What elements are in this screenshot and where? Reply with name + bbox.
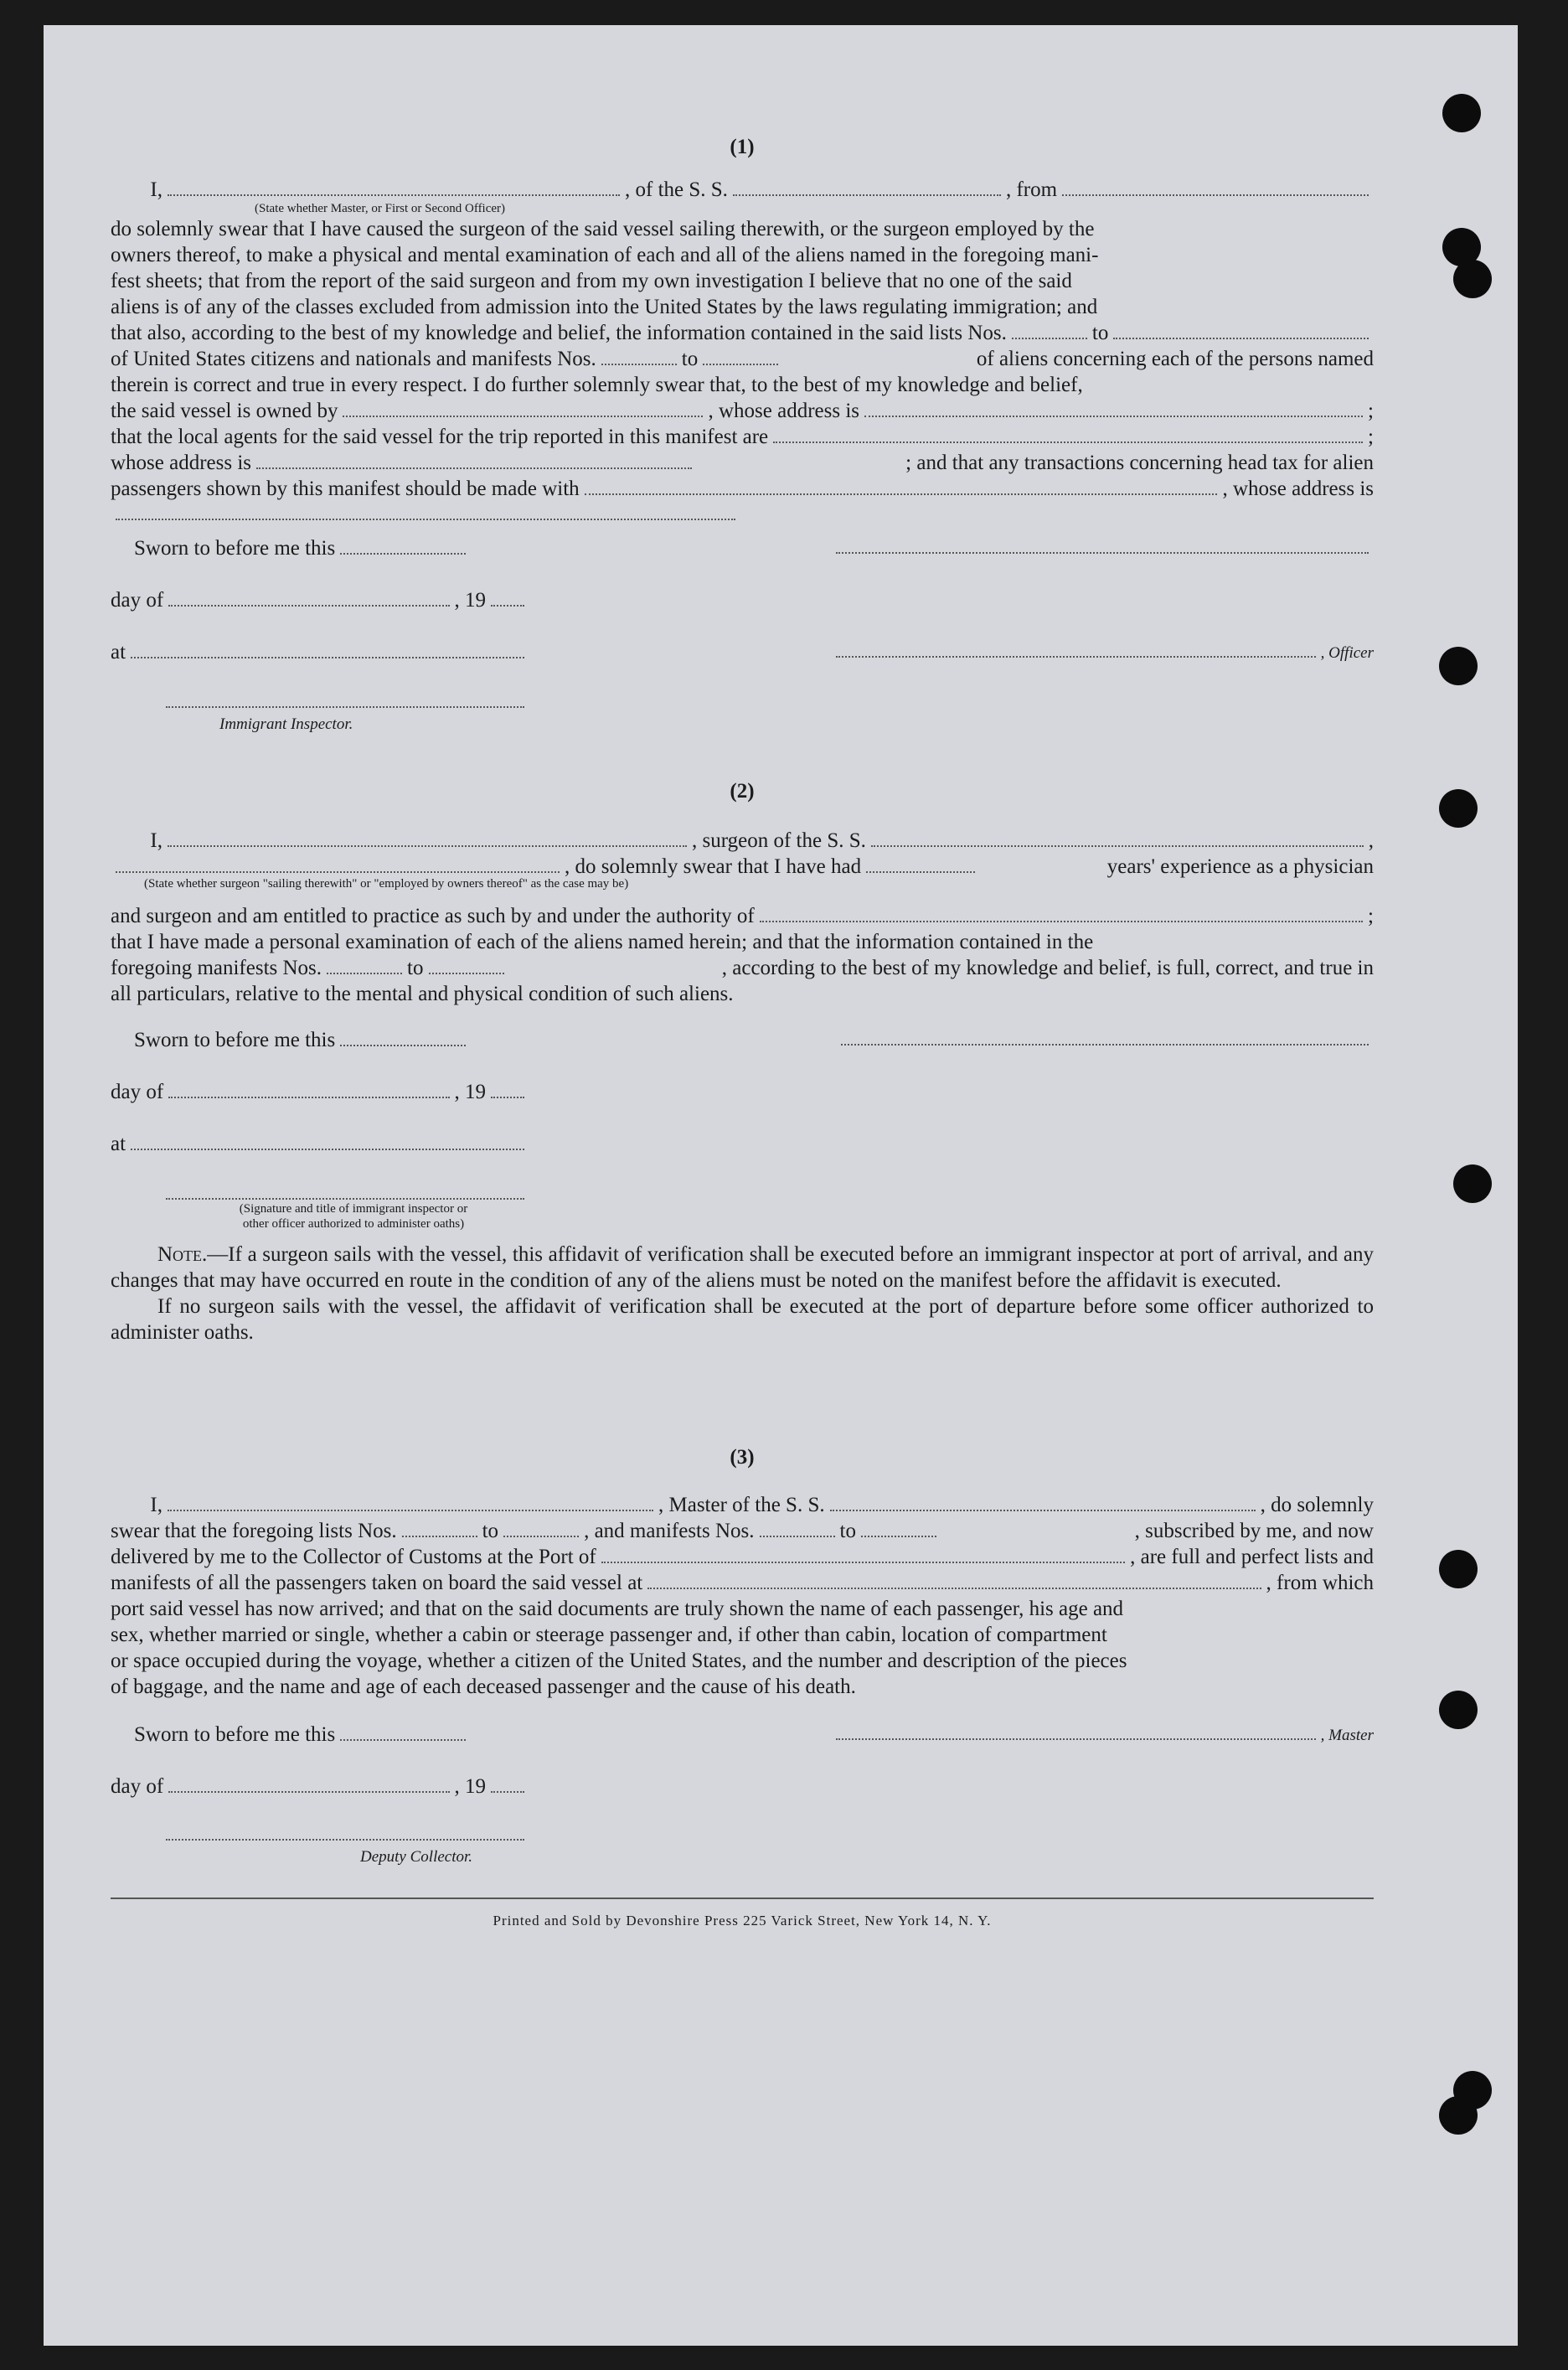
section-2-line-6: all particulars, relative to the mental and physical condition of such aliens. (111, 983, 734, 1005)
section-3-line-5: port said vessel has now arrived; and that on the said documents are truly shown the name of each passenger, his age and (111, 1598, 1124, 1620)
section-2-line-4: that I have made a personal examination of each of the aliens named herein; and that the information contained in the (111, 931, 1094, 953)
surgeon-sworn-place-field[interactable] (131, 1132, 524, 1150)
note-block (111, 1242, 1374, 1345)
authorized-officer-caption-2: other officer authorized to administer oaths) (242, 1217, 465, 1231)
section-3-line-3: delivered by me to the Collector of Customs at the Port of , are full and perfect lists and (111, 1546, 1374, 1568)
agents-address-field[interactable] (256, 451, 692, 469)
authorized-officer-signature-line[interactable] (166, 1181, 524, 1200)
master-sworn-year-field[interactable] (491, 1774, 524, 1793)
head-tax-contact-field[interactable] (585, 477, 1218, 495)
arrival-port-field[interactable] (601, 1545, 1125, 1563)
departure-port-field[interactable] (1062, 178, 1369, 196)
section-1-line-5: aliens is of any of the classes excluded from admission into the United States by the laws regulating immigration; and (111, 296, 1098, 318)
head-tax-address-field[interactable] (116, 502, 735, 520)
master-vessel-field[interactable] (830, 1493, 1256, 1511)
section-1-line-8: therein is correct and true in every respect. I do further solemnly swear that, to the best of my knowledge and belief, (111, 374, 1083, 396)
section-1-line-3: owners thereof, to make a physical and mental examination of each and all of the aliens named in the foregoing mani- (111, 244, 1099, 266)
section-1-line-9: the said vessel is owned by , whose address is ; (111, 400, 1374, 422)
sworn-year-field[interactable] (491, 588, 524, 607)
section-3-line-1: I, , Master of the S. S. , do solemnly (150, 1494, 1374, 1516)
years-experience-field[interactable] (866, 855, 975, 873)
affidavit-form (111, 134, 1374, 1934)
section-1-jurat: Sworn to before me this day of , 19 at , Officer Immigrant Inspector. (111, 535, 1374, 745)
sworn-month-field[interactable] (168, 588, 449, 607)
section-2-line-2: , do solemnly swear that I have had years' experience as a physician (111, 854, 1374, 880)
sworn-place-field[interactable] (131, 640, 524, 658)
section-3-jurat: Sworn to before me this , Master day of , 19 Deputy Collector. (111, 1722, 1374, 1881)
master-manifests-from-field[interactable] (760, 1519, 835, 1537)
lists-to-field[interactable] (1113, 321, 1369, 339)
surgeon-manifests-to-field[interactable] (429, 956, 504, 974)
section-2-number: (2) (730, 780, 755, 803)
master-manifests-to-field[interactable] (861, 1519, 936, 1537)
surgeon-status-field[interactable] (116, 855, 560, 873)
section-2-line-3: and surgeon and am entitled to practice as such by and under the authority of ; (111, 905, 1374, 927)
section-2-line-1: I, , surgeon of the S. S. , (150, 829, 1374, 852)
inspector-signature-line[interactable] (166, 689, 524, 708)
surgeon-sworn-day-field[interactable] (340, 1028, 466, 1046)
authorized-officer-caption-1: (Signature and title of immigrant inspector or (239, 1202, 468, 1216)
master-lists-from-field[interactable] (402, 1519, 477, 1537)
surgeon-sworn-year-field[interactable] (491, 1080, 524, 1098)
master-name-field[interactable] (168, 1493, 653, 1511)
section-1-signature-line[interactable] (836, 535, 1369, 554)
section-1-line-11: whose address is ; and that any transactions concerning head tax for alien (111, 452, 1374, 474)
section-3-line-2: swear that the foregoing lists Nos. to , and manifests Nos. to , subscribed by me, and now (111, 1520, 1374, 1542)
sworn-day-field[interactable] (340, 536, 466, 555)
section-1-line-4: fest sheets; that from the report of the said surgeon and from my own investigation I believe that no one of the said (111, 270, 1072, 292)
local-agents-field[interactable] (773, 425, 1363, 443)
officer-signature-line[interactable] (836, 639, 1316, 658)
note-paragraph-2: If no surgeon sails with the vessel, the affidavit of verification shall be executed at the port of departure before some officer authorized to administer oaths. (111, 1295, 1374, 1344)
vessel-name-field[interactable] (733, 178, 1001, 196)
section-1-line-6: that also, according to the best of my knowledge and belief, the information contained in the said lists Nos. to (111, 320, 1374, 346)
master-lists-to-field[interactable] (503, 1519, 579, 1537)
lists-from-field[interactable] (1012, 321, 1087, 339)
officer-title-caption: (State whether Master, or First or Second Officer) (255, 202, 506, 215)
section-1-line-10: that the local agents for the said vessel for the trip reported in this manifest are ; (111, 426, 1374, 448)
section-3-line-8: of baggage, and the name and age of each deceased passenger and the cause of his death. (111, 1676, 856, 1698)
surgeon-sworn-month-field[interactable] (168, 1080, 449, 1098)
surgeon-manifests-from-field[interactable] (327, 956, 402, 974)
section-1-line-2: do solemnly swear that I have caused the surgeon of the said vessel sailing therewith, or the surgeon employed by the (111, 218, 1095, 240)
section-2-jurat: Sworn to before me this day of , 19 at (Signature and title of immigrant inspector or other officer authorized to administer oaths) (111, 1027, 1374, 1237)
deputy-collector-signature-line[interactable] (166, 1822, 524, 1841)
section-3-number: (3) (730, 1446, 755, 1469)
manifests-to-field[interactable] (703, 347, 778, 365)
section-3-line-7: or space occupied during the voyage, whether a citizen of the United States, and the number and description of the pieces (111, 1650, 1127, 1672)
footer-rule (111, 1898, 1374, 1899)
printer-imprint: Printed and Sold by Devonshire Press 225 Varick Street, New York 14, N. Y. (493, 1913, 992, 1929)
section-2-line-5: foregoing manifests Nos. to , according to the best of my knowledge and belief, is full, correct, and true in (111, 957, 1374, 979)
master-sworn-day-field[interactable] (340, 1722, 466, 1741)
master-signature-line[interactable] (836, 1722, 1316, 1740)
section-1-number: (1) (730, 136, 755, 158)
master-sworn-month-field[interactable] (168, 1774, 449, 1793)
note-paragraph-1: Note.—If a surgeon sails with the vessel, this affidavit of verification shall be executed before an immigrant inspector at port of arrival, and any changes that may have occurred en route in the condition of any of the aliens must be noted on the manifest before the affidavit is executed. (111, 1243, 1374, 1292)
surgeon-status-caption: (State whether surgeon "sailing therewith" or "employed by owners thereof" as the case may be) (144, 877, 629, 891)
surgeon-signature-line[interactable] (841, 1027, 1369, 1046)
surgeon-vessel-field[interactable] (871, 829, 1364, 847)
officer-name-field[interactable] (168, 178, 620, 196)
section-1-line-7: of United States citizens and nationals and manifests Nos. to of aliens concerning each of the persons named (111, 348, 1374, 370)
embarkation-port-field[interactable] (647, 1571, 1261, 1589)
manifests-from-field[interactable] (601, 347, 677, 365)
section-3-line-4: manifests of all the passengers taken on board the said vessel at , from which (111, 1572, 1374, 1594)
section-1-line-12: passengers shown by this manifest should be made with , whose address is (111, 478, 1374, 500)
vessel-owner-field[interactable] (343, 399, 703, 417)
surgeon-name-field[interactable] (168, 829, 687, 847)
deputy-collector-caption: Deputy Collector. (360, 1848, 473, 1866)
inspector-caption: Immigrant Inspector. (219, 715, 353, 733)
owner-address-field[interactable] (864, 399, 1363, 417)
practice-authority-field[interactable] (760, 904, 1363, 922)
section-1-line-1: I, , of the S. S. , from (111, 177, 1374, 203)
section-3-line-6: sex, whether married or single, whether a cabin or steerage passenger and, if other than cabin, location of compartment (111, 1624, 1107, 1646)
